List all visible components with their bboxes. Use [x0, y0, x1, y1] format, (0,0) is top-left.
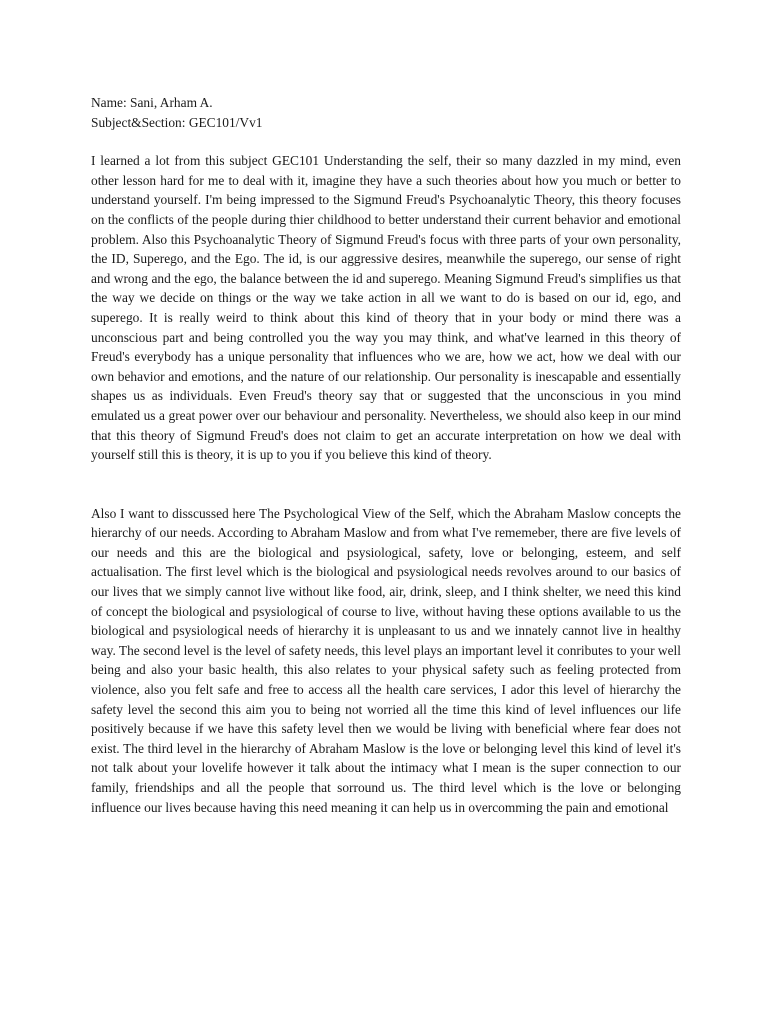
- student-name-line: Name: Sani, Arham A.: [91, 95, 213, 110]
- subject-section-line: Subject&Section: GEC101/Vv1: [91, 114, 263, 130]
- document-body: [91, 93, 681, 817]
- paragraph-freud-theory: I learned a lot from this subject GEC101 Understanding the self, their so many dazzled in my mind, even other lesson hard for me to deal with it, imagine they have a such theories about how you much or better to understand yourself. I'm being impressed to the Sigmund Freud's Psychoanalytic Theory, this theory focuses on the conflicts of the people during thier childhood to better understand their current behavior and emotional problem. Also this Psychoanalytic Theory of Sigmund Freud's focus with three parts of your own personality, the ID, Superego, and the Ego. The id, is our aggressive desires, meanwhile the superego, our sense of right and wrong and the ego, the balance between the id and superego. Meaning Sigmund Freud's simplifies us that the way we decide on things or the way we take action in all we want to do is based on our id, ego, and superego. It is really weird to think about this kind of theory that in your body or mind there was a unconscious part and being controlled you the way you may think, and what've learned in this theory of Freud's everybody has a unique personality that influences who we are, how we act, how we deal with our own behavior and emotions, and the nature of our relationship. Our personality is inescapable and essentially shapes us as individuals. Even Freud's theory say that or suggested that the unconscious in you mind emulated us a great power over our behaviour and personality. Nevertheless, we should also keep in our mind that this theory of Sigmund Freud's does not claim to get an accurate interpretation on how we deal with yourself still this is theory, it is up to you if you believe this kind of theory.: [91, 153, 681, 463]
- paragraph-maslow-hierarchy: Also I want to disscussed here The Psychological View of the Self, which the Abraham Maslow concepts the hierarchy of our needs. According to Abraham Maslow and from what I've rememeber, there are five levels of our needs and this are the biological and psysiological, safety, love or belonging, esteem, and self actualisation. The first level which is the biological and psysiological needs revolves around to our basics of our lives that we simply cannot live without like food, air, drink, sleep, and I think shelter, we need this kind of concept the biological and psysiological of course to live, without having these options available to us the biological and psysiological needs of hierarchy it is unpleasant to us and we innately cannot live in healthy way. The second level is the level of safety needs, this level plays an important level it conributes to your well being and also your basic health, this also relates to your physical safety such as feeling protected from violence, also you felt safe and free to access all the health care services, I ador this level of hierarchy the safety level the second this aim you to being not worried all the time this kind of level influences our life positively because if we have this safety level then we would be living with beneficial where fear does not exist. The third level in the hierarchy of Abraham Maslow is the love or belonging level this kind of level it's not talk about your lovelife however it talk about the intimacy what I mean is the super connection to our family, friendships and all the people that sorround us. The third level which is the love or belonging influence our lives because having this need meaning it can help us in overcomming the pain and emotional: [91, 505, 681, 815]
